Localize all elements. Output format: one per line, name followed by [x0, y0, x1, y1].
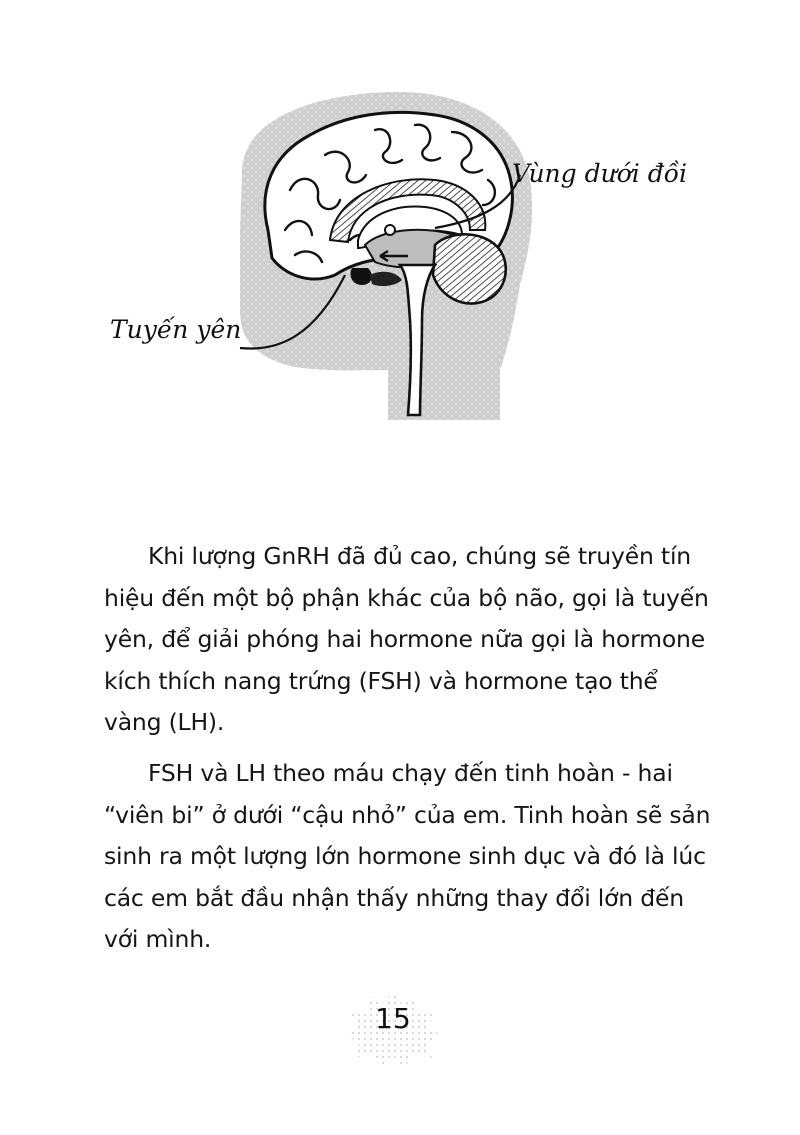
page-number-badge: [338, 988, 448, 1070]
thalamus-dot: [385, 225, 395, 235]
brain-diagram: [90, 70, 730, 450]
page-number: 15: [375, 1002, 411, 1035]
label-pituitary: Tuyến yên: [110, 315, 242, 344]
label-hypothalamus: Vùng dưới đồi: [512, 159, 687, 188]
cerebellum: [433, 234, 506, 303]
paragraph-1: Khi lượng GnRH đã đủ cao, chúng sẽ truyền tín hiệu đến một bộ phận khác của bộ não, gọi là tuyến yên, để giải phóng hai hormone nữa gọi là hormone kích thích nang trứng (FSH) và hormone tạo thể vàng (LH).: [104, 542, 709, 736]
paragraph-2: FSH và LH theo máu chạy đến tinh hoàn - hai “viên bi” ở dưới “cậu nhỏ” của em. Tinh hoàn sẽ sản sinh ra một lượng lớn hormone sinh dục và đó là lúc các em bắt đầu nhận thấy những thay đổi lớn đến với mình.: [104, 759, 711, 953]
